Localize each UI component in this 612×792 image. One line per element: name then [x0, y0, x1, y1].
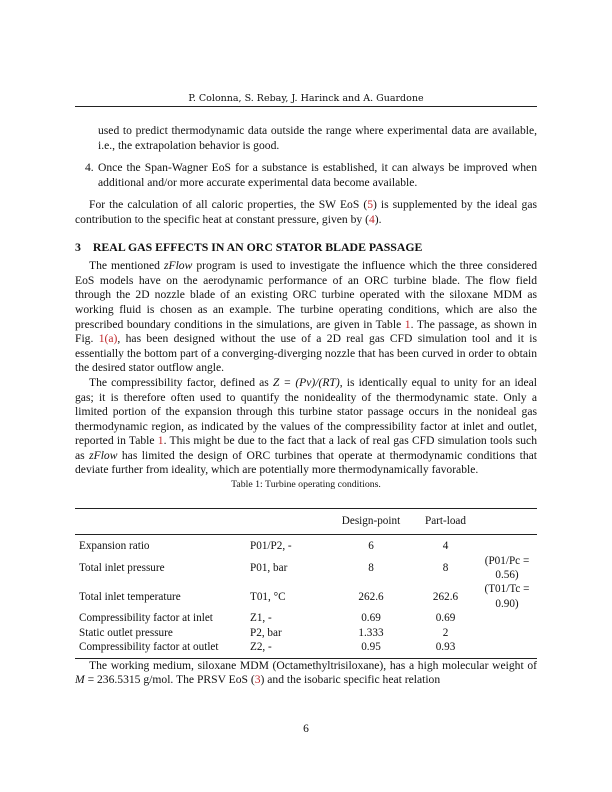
table-row: [75, 626, 537, 640]
table-cell-symbol: Z1, -: [250, 612, 272, 625]
paragraph-intro: [75, 259, 537, 376]
paragraph-text: ) is supplemented by the ideal gas contribution to the specific heat at constant pressure, given by (: [75, 198, 538, 226]
table-cell-design: 262.6: [358, 590, 384, 603]
program-name: zFlow: [163, 259, 193, 273]
table-header-cell: [75, 509, 246, 535]
section-heading: [75, 240, 537, 255]
paragraph-text: ).: [374, 212, 382, 226]
table-reference-link[interactable]: 1: [404, 317, 411, 331]
section-title: REAL GAS EFFECTS IN AN ORC STATOR BLADE PASSAGE: [92, 239, 423, 254]
table-cell-note: (T01/Tc = 0.90): [484, 583, 530, 610]
table-row: [75, 611, 537, 625]
paragraph-text: . The passage, as shown in Fig.: [75, 317, 537, 346]
table-reference-link[interactable]: 1: [157, 434, 164, 448]
table-cell-design: 1.333: [358, 626, 384, 639]
table-header-row: [75, 509, 537, 535]
table-cell-label: Compressibility factor at outlet: [75, 640, 246, 658]
table-row: [75, 640, 537, 658]
table-row: [75, 582, 537, 611]
figure-reference-link[interactable]: 1(a): [98, 332, 118, 346]
list-item-continuation: used to predict thermodynamic data outside the range where experimental data are available, i.e., the extrapolation behavior is good.: [98, 124, 537, 152]
paragraph-text: For the calculation of all caloric properties, the SW EoS (: [89, 198, 368, 212]
paragraph-text: ) and the isobaric specific heat relation: [260, 673, 441, 687]
table-header-cell: [246, 509, 328, 535]
table-row: [75, 535, 537, 554]
table-cell-note: [477, 640, 537, 658]
body-text: [75, 124, 537, 688]
paragraph-compressibility: [75, 376, 537, 478]
table-row: [75, 554, 537, 583]
table-cell-label: Total inlet temperature: [79, 590, 181, 603]
table-header-cell: [477, 509, 537, 535]
running-head: P. Colonna, S. Rebay, J. Harinck and A. Guardone: [188, 93, 424, 104]
paragraph-text: , is identically equal to unity for an ideal gas; it is therefore often used to quantify the nonideality of the thermodynamic state. Only a limited portion of the expansion through this turbine stator passage occurs in the nonideal gas thermodynamic region, as indicated by the values of the compressibility factor at inlet and outlet, reported in Table: [75, 375, 537, 448]
paragraph-text: = 236.5315 g/mol. The PRSV EoS (: [84, 673, 255, 687]
paragraph-text: The compressibility factor, defined as: [89, 375, 273, 389]
table-cell-design: 0.69: [361, 612, 381, 625]
program-name: zFlow: [89, 448, 118, 462]
equation-reference-link[interactable]: 5: [367, 198, 373, 212]
table-cell-partload: 262.6: [432, 590, 459, 603]
table-header-cell: Part-load: [414, 509, 477, 535]
inline-equation: Z = (Pv)/(RT): [272, 375, 340, 389]
table-cell-design: 6: [368, 540, 374, 553]
section-number: 3: [75, 239, 81, 254]
table-cell-note: (P01/Pc = 0.56): [484, 554, 530, 582]
table-cell-label: Static outlet pressure: [79, 626, 173, 639]
paragraph-text: , has been designed without the use of a 2D real gas CFD simulation tool and it is essentially the bottom part of a converging-diverging nozzle that has been curved in order to obtain the desired stator outflow angle.: [75, 332, 538, 375]
list-item-text: Once the Span-Wagner EoS for a substance is established, it can always be improved when additional and/or more accurate experimental data become available.: [98, 161, 537, 189]
table-cell-symbol: P01/P2, -: [250, 540, 292, 553]
operating-conditions-table: [75, 508, 537, 659]
table-cell-design: 8: [368, 561, 374, 574]
paragraph-text: . This might be due to the fact that a lack of real gas CFD simulation tools such as: [75, 434, 537, 462]
table-header-cell: Design-point: [328, 509, 414, 535]
table-cell-label: Expansion ratio: [79, 540, 150, 553]
paragraph-working-medium: [75, 659, 537, 688]
table-cell-label: Total inlet pressure: [79, 561, 165, 574]
table-cell-label: Compressibility factor at inlet: [79, 612, 213, 625]
paragraph-text: The mentioned: [89, 259, 164, 273]
paragraph-text: has limited the design of ORC turbines that operate at thermodynamic conditions that deviate further from ideality, which are potentially more thermodynamically favorable.: [75, 448, 537, 477]
table-cell-partload: 0.93: [414, 640, 477, 658]
table-cell-note: [477, 611, 537, 625]
table-cell-symbol: Z2, -: [246, 640, 328, 658]
paragraph-text: program is used to investigate the influence which the three considered EoS models have on the aerodynamic performance of an ORC turbine blade. The flow field through the 2D nozzle blade of an existing ORC turbine operated with the siloxane MDM as working fluid is chosen as an example. The turbine operating conditions, which are also the prescribed boundary conditions in the simulations, are given in Table: [75, 259, 537, 331]
paragraph-caloric: [75, 198, 537, 227]
table-cell-partload: 2: [442, 626, 449, 639]
table-cell-symbol: T01, °C: [250, 590, 286, 603]
inline-equation: M: [75, 673, 85, 687]
paragraph-text: The working medium, siloxane MDM (Octamethyltrisiloxane), has a high molecular weight of: [89, 658, 537, 672]
table-cell-design: 0.95: [328, 640, 414, 658]
list-item-number: 4.: [85, 161, 94, 175]
table-cell-symbol: P2, bar: [250, 626, 282, 639]
table-cell-symbol: P01, bar: [250, 561, 288, 574]
page-number: 6: [303, 723, 309, 735]
table-cell-note: [477, 535, 537, 554]
list-item: [75, 161, 537, 190]
equation-reference-link[interactable]: 4: [368, 212, 375, 226]
table-cell-partload: 8: [442, 561, 449, 574]
header-rule: [75, 106, 537, 107]
table-caption: Table 1: Turbine operating conditions.: [231, 479, 381, 491]
table-cell-partload: 4: [442, 540, 449, 553]
table-cell-partload: 0.69: [435, 612, 456, 625]
table-cell-note: [477, 626, 537, 640]
equation-reference-link[interactable]: 3: [254, 673, 261, 687]
